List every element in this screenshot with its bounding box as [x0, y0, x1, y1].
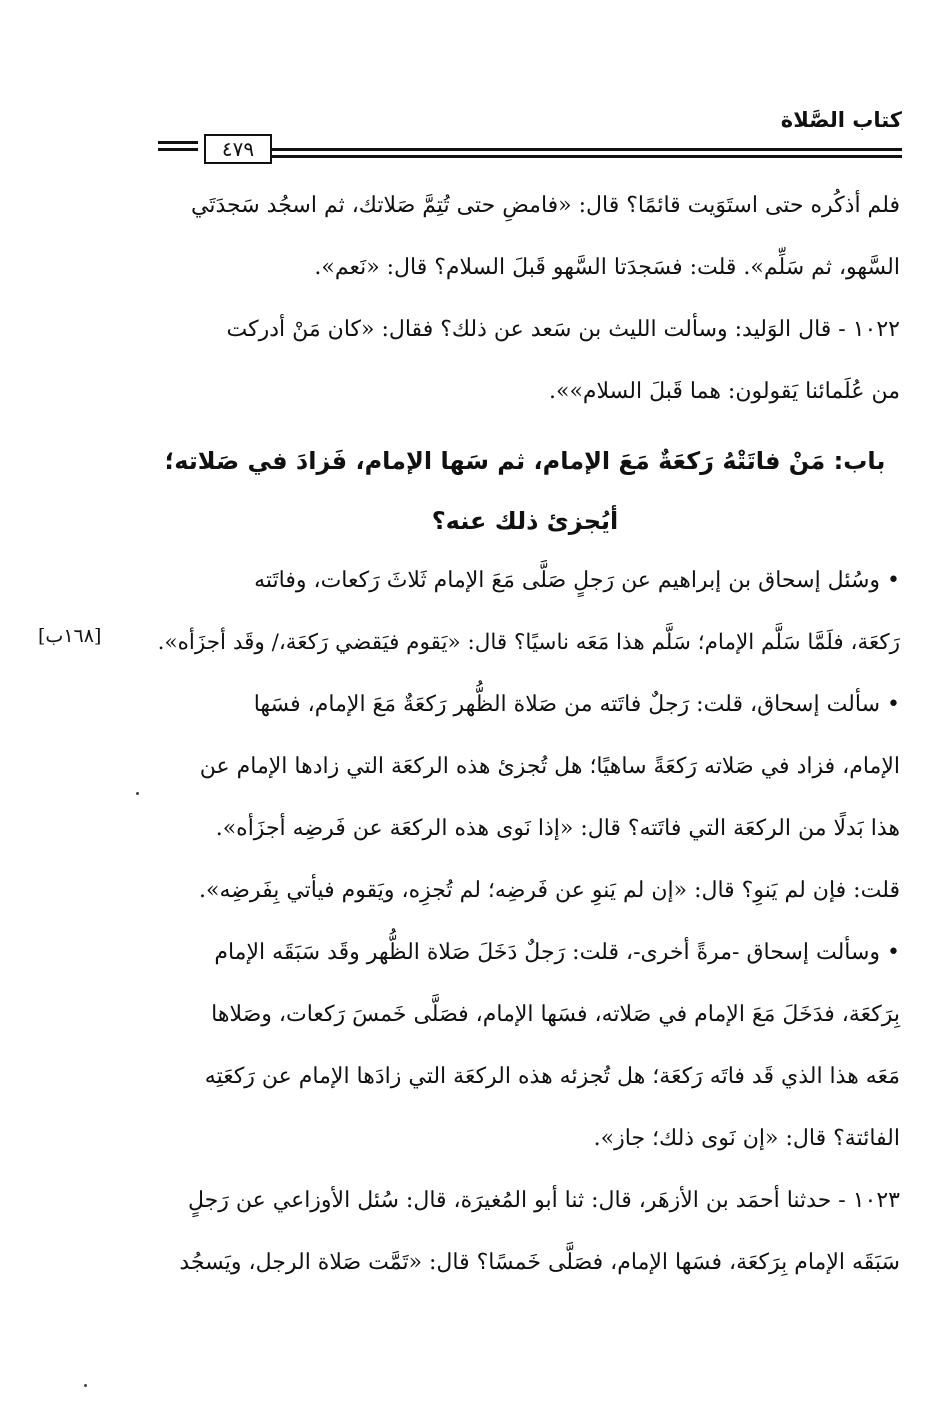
text-line: • سألت إسحاق، قلت: رَجلٌ فاتَته من صَلاة الظُّهر رَكعَةٌ مَعَ الإمام، فسَها	[253, 692, 900, 717]
text-line: بِرَكعَة، فدَخَلَ مَعَ الإمام في صَلاته، فسَها الإمام، فصَلَّى خَمسَ رَكعات، وصَلاها	[211, 1002, 900, 1027]
text-line: • وسألت إسحاق -مرةً أخرى-، قلت: رَجلٌ دَخَلَ صَلاة الظُّهر وقَد سَبَقَه الإمام	[214, 940, 900, 965]
text-line: من عُلَمائنا يَقولون: هما قَبلَ السلام»».	[549, 379, 900, 404]
page-number: ٤٧٩	[204, 134, 272, 164]
header-rule	[158, 141, 198, 144]
header-rule	[272, 148, 902, 151]
text-line: الإمام، فزاد في صَلاته رَكعَةً ساهيًا؛ هل تُجزئ هذه الركعَة التي زادها الإمام عن	[199, 754, 900, 779]
text-line: سَبَقَه الإمام بِرَكعَة، فسَها الإمام، فصَلَّى خَمسًا؟ قال: «تَمَّت صَلاة الرجل، ويَسجُد	[179, 1250, 900, 1275]
text-line: ١٠٢٢ - قال الوَليد: وسألت الليث بن سَعد عن ذلك؟ فقال: «كان مَنْ أدركت	[226, 317, 900, 342]
header-rule	[272, 155, 902, 158]
book-title: كتاب الصَّلاة	[780, 108, 902, 132]
text-line: مَعَه هذا الذي قَد فاتَه رَكعَة؛ هل تُجزئه هذه الركعَة التي زادَها الإمام عن رَكعَتِه	[204, 1064, 900, 1089]
text-line: السَّهو، ثم سَلِّم». قلت: فسَجدَتا السَّهو قَبلَ السلام؟ قال: «نَعم».	[314, 255, 900, 280]
chapter-heading: باب: مَنْ فاتَتْهُ رَكعَةٌ مَعَ الإمام، ثم سَها الإمام، فَزادَ في صَلاته؛	[164, 447, 886, 475]
text-line: الفائتة؟ قال: «إن نَوى ذلك؛ جاز».	[593, 1126, 900, 1151]
text-line: قلت: فإن لم يَنوِ؟ قال: «إن لم يَنوِ عن فَرضِه؛ لم تُجزِه، ويَقوم فيأتي بِفَرضِه».	[199, 878, 900, 903]
header-rule	[158, 148, 198, 151]
scan-speck	[84, 1384, 87, 1387]
text-line: • وسُئل إسحاق بن إبراهيم عن رَجلٍ صَلَّى مَعَ الإمام ثَلاثَ رَكعات، وفاتَته	[254, 568, 900, 593]
text-line: رَكعَة، فلَمَّا سَلَّم الإمام؛ سَلَّم هذا مَعَه ناسيًا؟ قال: «يَقوم فيَقضي رَكعَة،/ وقَد أجزَأه».	[157, 630, 900, 655]
manuscript-folio-note: [١٦٨ب]	[38, 625, 102, 647]
text-line: هذا بَدلًا من الركعَة التي فاتَته؟ قال: «إذا نَوى هذه الركعَة عن فَرضِه أجزَأه».	[215, 816, 900, 841]
chapter-heading-continued: أيُجزئ ذلك عنه؟	[431, 507, 619, 535]
scan-speck	[136, 792, 139, 795]
text-line: ١٠٢٣ - حدثنا أحمَد بن الأزهَر، قال: ثنا أبو المُغيرَة، قال: سُئل الأوزاعي عن رَجلٍ	[187, 1188, 900, 1213]
text-line: فلم أذكُره حتى استَوَيت قائمًا؟ قال: «فامضِ حتى تُتِمَّ صَلاتك، ثم اسجُد سَجدَتَي	[191, 193, 900, 218]
running-header	[158, 108, 902, 160]
